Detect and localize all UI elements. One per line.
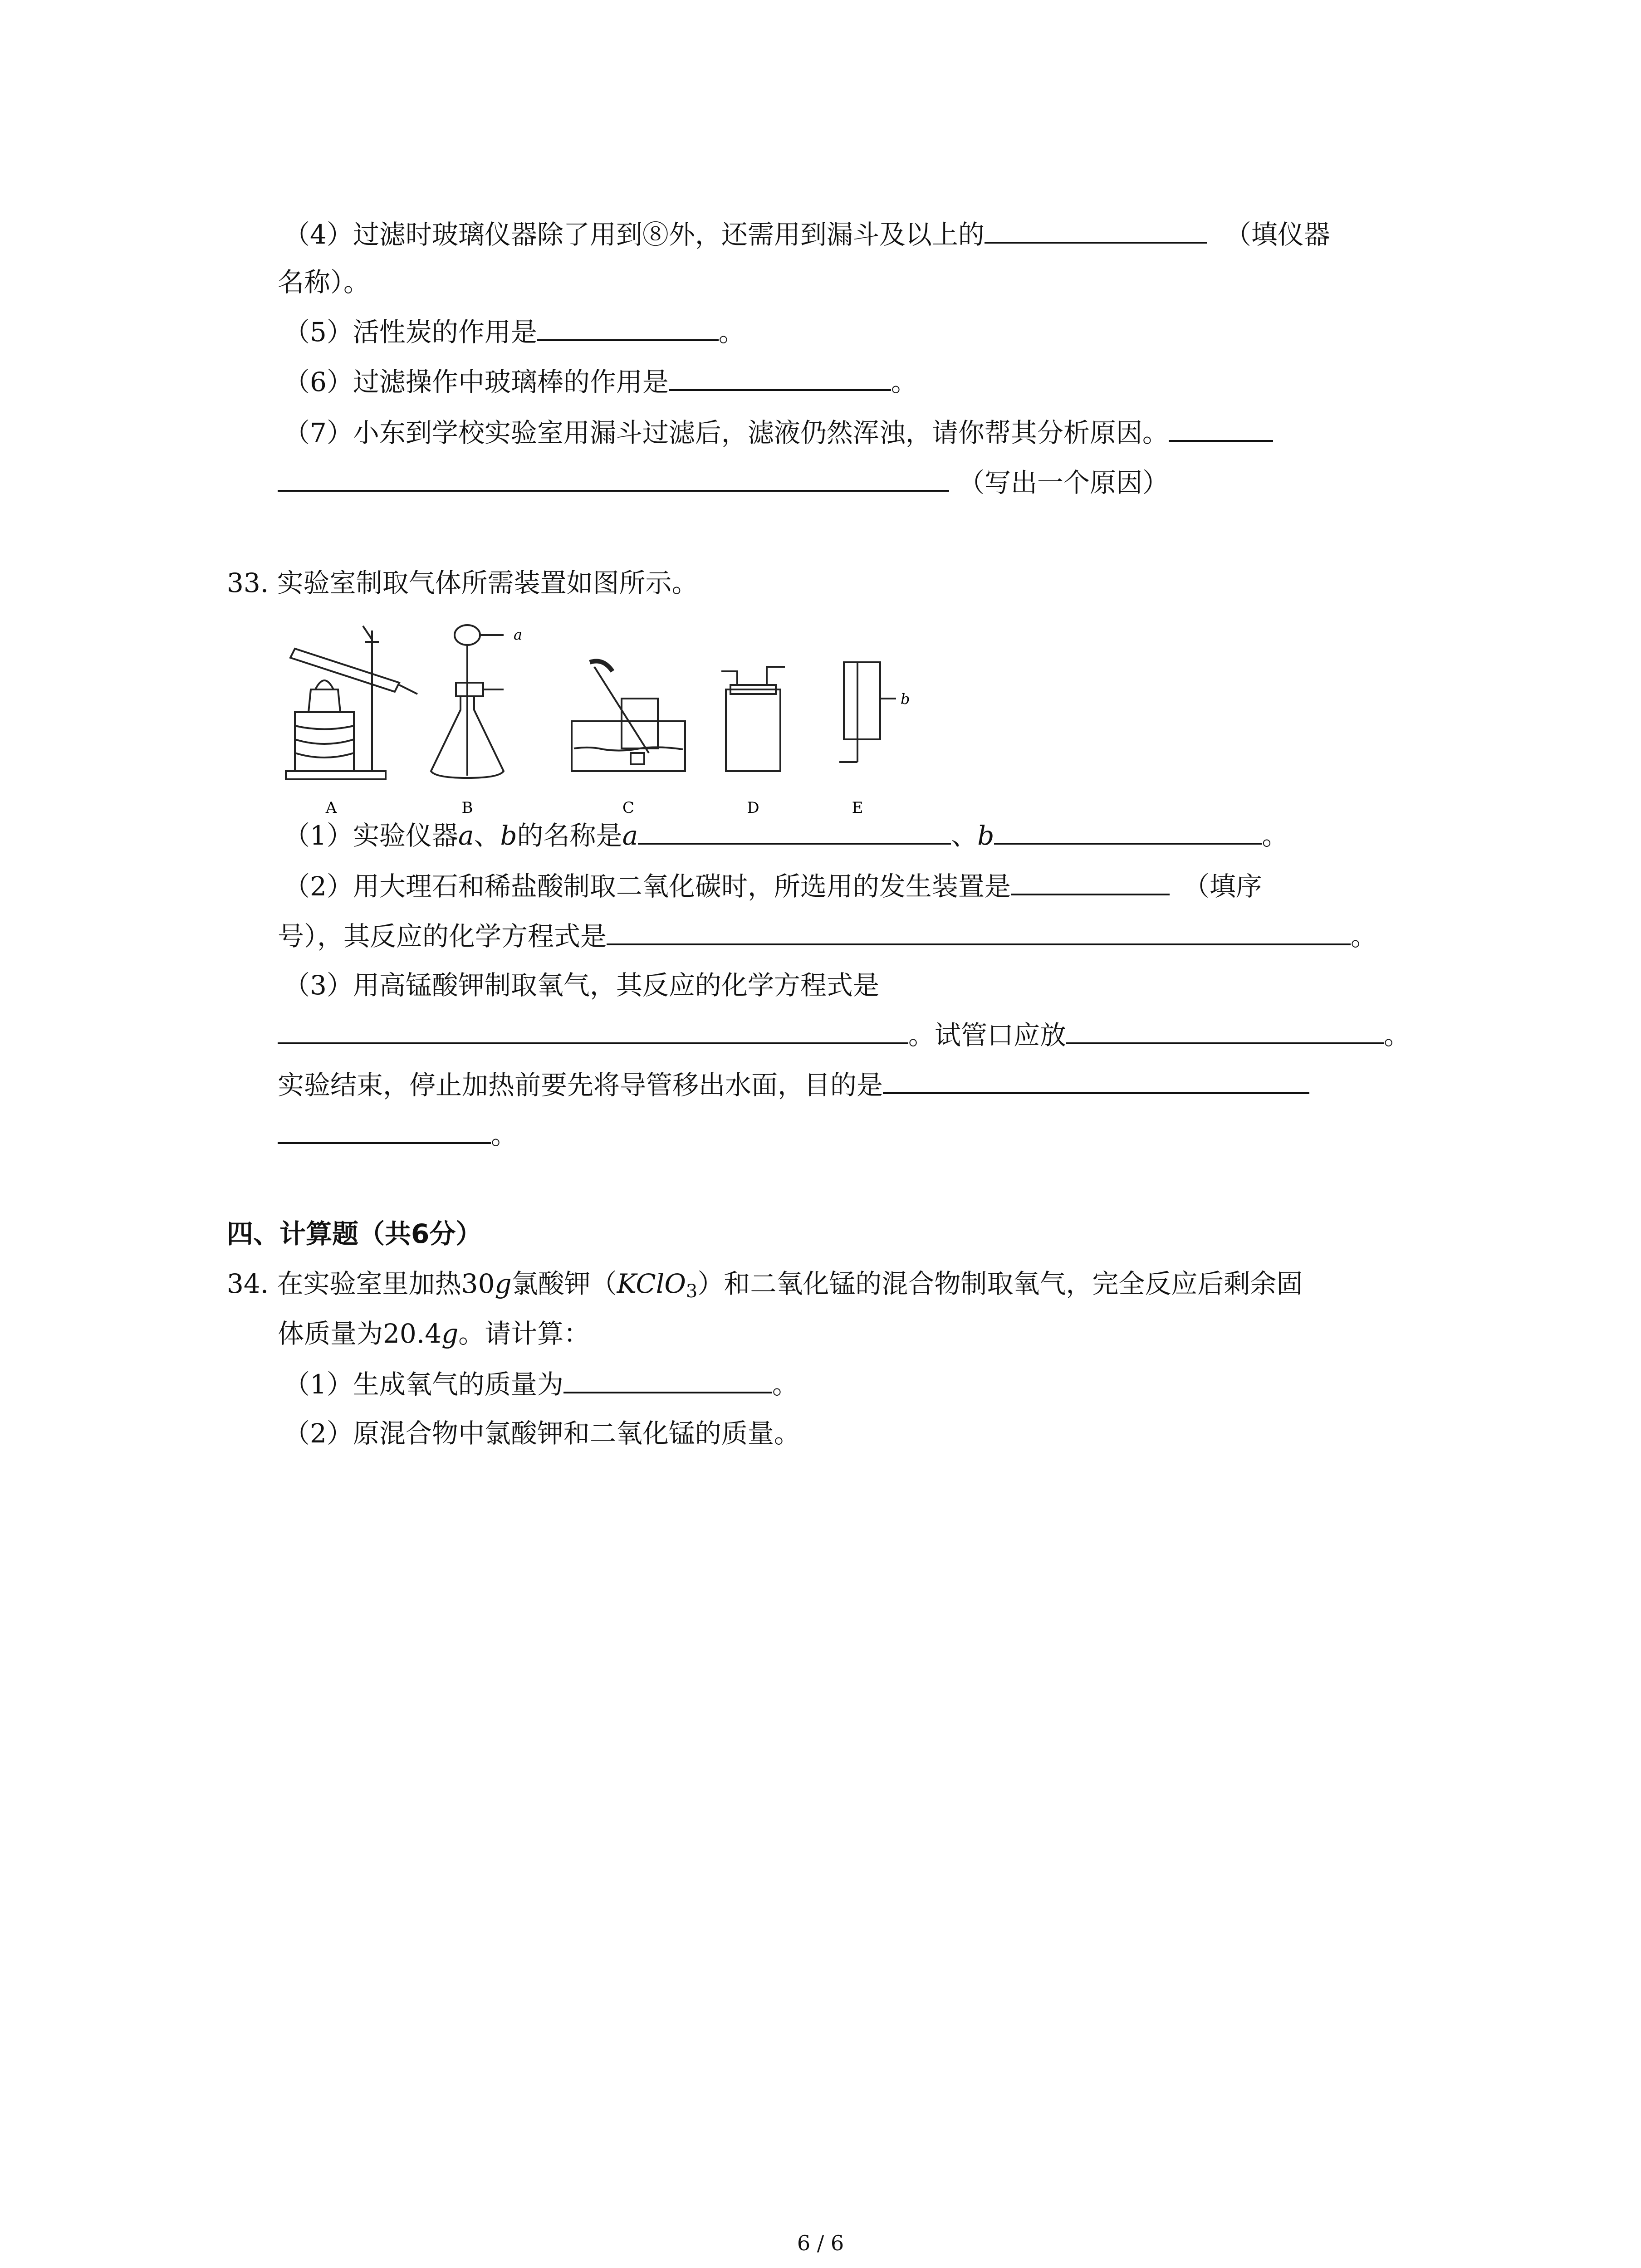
q32-part6-blank[interactable] [669, 363, 891, 391]
apparatus-E [839, 662, 896, 762]
lab-apparatus-figure [277, 617, 930, 816]
figure-label-E: E [852, 799, 863, 816]
q32-part4-hint-end: 名称）。 [278, 267, 370, 298]
q33-part3-line4 [278, 1116, 517, 1153]
q32-part4-blank[interactable] [985, 215, 1207, 244]
figure-label-C: C [622, 799, 635, 816]
q34-line2 [278, 1315, 590, 1352]
page-number: 6 / 6 [797, 2231, 844, 2255]
q33-part3-line2 [278, 1016, 1410, 1053]
q33-part2-line2 [278, 917, 1377, 954]
q34-text5: 。请计算： [458, 1318, 590, 1349]
figure-label-A: A [325, 799, 337, 816]
q33-part1-text: （1）实验仪器 [284, 820, 458, 851]
q33-part3-end: 。 [1384, 1020, 1411, 1051]
q33-part2-text: （2）用大理石和稀盐酸制取二氧化碳时，所选用的发生装置是 [284, 871, 1011, 902]
q33-part1-blank-b[interactable] [994, 816, 1262, 845]
q33-part2-end: 。 [1351, 921, 1377, 952]
q32-part7-line2 [278, 464, 1169, 501]
section-title [227, 1216, 482, 1252]
q33-part1-end: 。 [1262, 820, 1288, 851]
q32-part4-line2 [278, 264, 370, 300]
q32-part4-line1 [284, 215, 1330, 253]
figure-label-D: D [747, 799, 759, 816]
q33-part2-text2: 号），其反应的化学方程式是 [278, 921, 607, 952]
q33-part3-blank-purpose-b[interactable] [278, 1116, 491, 1144]
q33-part1-var-a: a [458, 820, 474, 851]
q32-part7-blank-b[interactable] [278, 464, 949, 492]
q33-part3-text: （3）用高锰酸钾制取氧气，其反应的化学方程式是 [284, 970, 879, 1001]
q33-part1-text2: 的名称是 [517, 820, 622, 851]
q33-part1-var-b: b [500, 820, 517, 851]
q32-part7-hint: （写出一个原因） [958, 467, 1169, 498]
apparatus-A [286, 626, 417, 779]
q32-part7-line1 [284, 414, 1273, 451]
q34-formula: KClO [617, 1268, 686, 1299]
q32-part7-blank-a[interactable] [1169, 414, 1273, 442]
q33-part3-blank-equation[interactable] [278, 1016, 908, 1044]
q33-part3-blank-tube[interactable] [1066, 1016, 1384, 1044]
q32-part6 [284, 363, 917, 400]
q33-part1-var-a2: a [622, 820, 638, 851]
q34-part1-text: （1）生成氧气的质量为 [284, 1369, 563, 1400]
q32-part5-text: （5）活性炭的作用是 [284, 317, 537, 347]
section-title-text: 四、计算题（共6分） [227, 1218, 482, 1249]
q34-text3: ）和二氧化锰的混合物制取氧气，完全反应后剩余固 [697, 1268, 1303, 1299]
q32-part6-end: 。 [891, 367, 917, 397]
q33-part3-line3 [278, 1066, 1309, 1103]
q34-unit-g2: g [441, 1318, 459, 1349]
q33-part1-var-b2: b [977, 820, 994, 851]
q34-formula-sub: 3 [686, 1281, 698, 1302]
figure-label-a: a [514, 626, 523, 643]
q33-part3-line1 [284, 967, 879, 1003]
q34-part1-end: 。 [772, 1369, 798, 1400]
q33-part1-sep: 、 [474, 820, 500, 851]
q33-part2-blank-device[interactable] [1011, 867, 1170, 895]
q34-text4: 体质量为20.4 [278, 1318, 442, 1349]
q33-part3-text3: 实验结束，停止加热前要先将导管移出水面，目的是 [278, 1070, 883, 1100]
q33-part2-hint: （填序 [1183, 871, 1262, 902]
q34-text2: 氯酸钾（ [511, 1268, 617, 1299]
q33-part1-blank-a[interactable] [638, 816, 951, 845]
apparatus-D [721, 667, 785, 771]
q32-part4-hint: （填仪器 [1225, 219, 1330, 250]
q34-part2 [284, 1415, 800, 1452]
q32-part5-end: 。 [718, 317, 745, 347]
q33-intro [227, 565, 698, 601]
q34-part1-blank[interactable] [563, 1365, 772, 1393]
q33-intro-text: 33. 实验室制取气体所需装置如图所示。 [227, 567, 698, 598]
q32-part4-text: （4）过滤时玻璃仪器除了用到⑧外，还需用到漏斗及以上的 [284, 219, 985, 250]
q33-part3-end2: 。 [491, 1119, 518, 1150]
q33-part2-line1 [284, 867, 1262, 904]
figure-label-b: b [901, 690, 910, 708]
apparatus-B [431, 625, 504, 778]
q34-line1 [227, 1266, 1303, 1310]
q34-part1 [284, 1365, 798, 1403]
q33-part1 [284, 816, 1288, 854]
apparatus-C [572, 661, 685, 772]
q33-part1-sep2: 、 [951, 820, 978, 851]
q34-part2-text: （2）原混合物中氯酸钾和二氧化锰的质量。 [284, 1418, 800, 1449]
figure-label-B: B [461, 799, 473, 816]
q33-part3-blank-purpose-a[interactable] [883, 1066, 1309, 1094]
q32-part5-blank[interactable] [537, 313, 719, 341]
q32-part7-text: （7）小东到学校实验室用漏斗过滤后，滤液仍然浑浊，请你帮其分析原因。 [284, 417, 1169, 448]
q32-part6-text: （6）过滤操作中玻璃棒的作用是 [284, 367, 669, 397]
q34-unit-g: g [495, 1268, 512, 1299]
q32-part5 [284, 313, 745, 350]
q33-part3-text2: 。试管口应放 [908, 1020, 1067, 1051]
q33-part2-blank-equation[interactable] [607, 917, 1351, 945]
q34-text1: 34. 在实验室里加热30 [227, 1268, 495, 1299]
